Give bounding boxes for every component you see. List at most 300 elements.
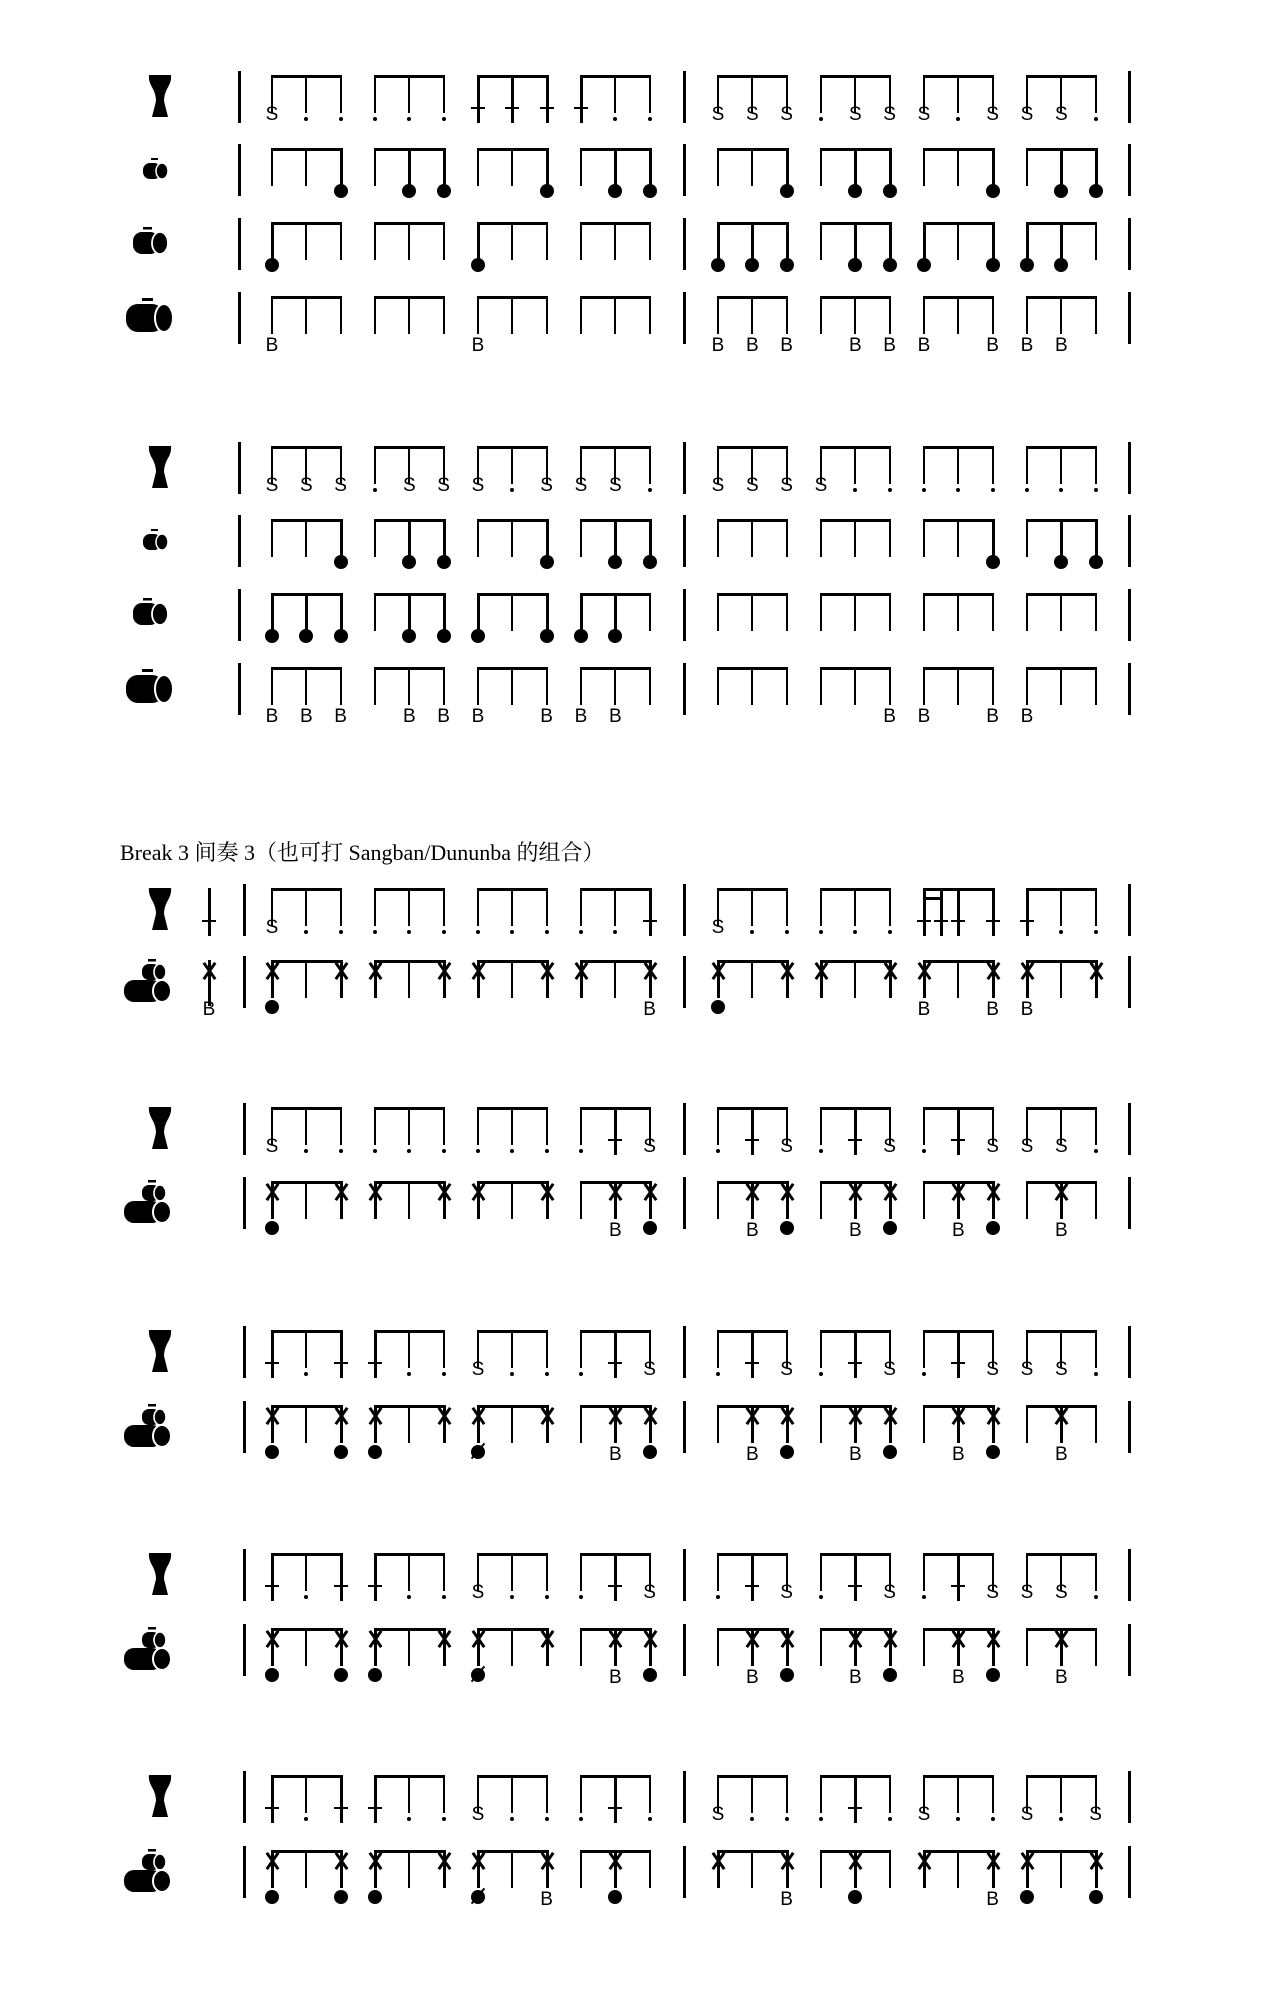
- open-stroke: [540, 184, 554, 198]
- stem: [649, 667, 651, 705]
- stem: [511, 296, 513, 334]
- open-stroke: [711, 1000, 725, 1014]
- stem: [580, 519, 582, 557]
- open-stroke: [883, 184, 897, 198]
- stem: [820, 1405, 822, 1443]
- bell-stem: [992, 1405, 995, 1443]
- stem: [1095, 222, 1097, 260]
- bass-note: B: [202, 999, 216, 1020]
- kenkeni-icon: [113, 517, 173, 568]
- note-stem: [854, 222, 857, 260]
- stem: [477, 1107, 479, 1145]
- barline: [683, 589, 686, 641]
- slap-note: S: [1054, 1359, 1068, 1380]
- bell-stem: [1060, 1405, 1063, 1443]
- bell-stem: [271, 1850, 274, 1888]
- rest-dot: [648, 488, 652, 492]
- bell-stem: [340, 960, 343, 998]
- stem: [511, 1181, 513, 1219]
- barline: [1128, 144, 1131, 196]
- djembe-icon: [127, 444, 187, 495]
- open-stroke: [334, 184, 348, 198]
- stem: [1060, 296, 1062, 334]
- stem: [271, 519, 273, 557]
- stem: [786, 888, 788, 926]
- stem: [751, 519, 753, 557]
- barline: [243, 1326, 246, 1378]
- stem: [820, 1628, 822, 1666]
- stem: [717, 593, 719, 631]
- stem: [374, 222, 376, 260]
- barline: [683, 1177, 686, 1229]
- note-stem: [477, 222, 480, 260]
- stem: [305, 1775, 307, 1813]
- slap-note: S: [711, 917, 725, 938]
- open-stroke: [917, 258, 931, 272]
- bell-stem: [614, 1628, 617, 1666]
- bell-stem: [751, 1405, 754, 1443]
- tone-stem: [957, 1553, 960, 1601]
- open-stroke: [1054, 184, 1068, 198]
- open-stroke: [265, 258, 279, 272]
- rest-dot: [373, 930, 377, 934]
- bell-stem: [923, 960, 926, 998]
- barline: [1128, 1846, 1131, 1898]
- stem: [374, 296, 376, 334]
- stem: [820, 1553, 822, 1591]
- open-stroke: [986, 184, 1000, 198]
- barline: [683, 1771, 686, 1823]
- note-stem: [408, 148, 411, 186]
- tone-stem: [374, 1553, 377, 1601]
- bell-stem: [580, 960, 583, 998]
- stem: [580, 148, 582, 186]
- tone-stem: [957, 1107, 960, 1155]
- rest-dot: [819, 1149, 823, 1153]
- rest-dot: [853, 930, 857, 934]
- rest-dot: [785, 930, 789, 934]
- slap-note: S: [299, 475, 313, 496]
- stem: [957, 593, 959, 631]
- tone-stem: [208, 888, 211, 936]
- bass-note: B: [917, 706, 931, 727]
- stem: [374, 593, 376, 631]
- rest-dot: [888, 1817, 892, 1821]
- rest-dot: [579, 1372, 583, 1376]
- tone-stem: [649, 888, 652, 936]
- slap-note: S: [711, 104, 725, 125]
- note-stem: [786, 148, 789, 186]
- rest-dot: [510, 1817, 514, 1821]
- open-stroke: [471, 258, 485, 272]
- notation-row-djembe: [0, 75, 1272, 135]
- bass-note: B: [1054, 1220, 1068, 1241]
- stem: [511, 1107, 513, 1145]
- rest-dot: [785, 1817, 789, 1821]
- open-stroke: [986, 258, 1000, 272]
- slap-note: S: [1020, 1136, 1034, 1157]
- stem: [820, 1330, 822, 1368]
- bass-note: B: [265, 706, 279, 727]
- stem: [1095, 667, 1097, 705]
- stem: [854, 296, 856, 334]
- rest-dot: [750, 930, 754, 934]
- stem: [889, 888, 891, 926]
- tone-stem: [374, 1775, 377, 1823]
- bell-stem: [889, 960, 892, 998]
- barline: [238, 144, 241, 196]
- bell-stem: [786, 1405, 789, 1443]
- bell-stem: [889, 1628, 892, 1666]
- stem: [408, 667, 410, 705]
- slap-note: S: [780, 475, 793, 496]
- tone-note: [917, 920, 931, 922]
- stem: [580, 1405, 582, 1443]
- slap-note: S: [1089, 1804, 1102, 1825]
- rest-dot: [339, 117, 343, 121]
- bell-stem: [1060, 1628, 1063, 1666]
- bell-stem: [546, 1181, 549, 1219]
- stem: [614, 888, 616, 926]
- open-stroke: [1054, 258, 1068, 272]
- stem: [717, 148, 719, 186]
- stem: [271, 296, 273, 334]
- slap-note: S: [1020, 1804, 1034, 1825]
- stem: [408, 1330, 410, 1368]
- stem: [374, 1107, 376, 1145]
- bell-stem: [374, 1628, 377, 1666]
- stem: [820, 667, 822, 705]
- stem: [751, 296, 753, 334]
- open-stroke: [299, 629, 313, 643]
- barline: [238, 663, 241, 715]
- note-stem: [271, 593, 274, 631]
- barline: [238, 442, 241, 494]
- stem: [751, 888, 753, 926]
- slap-note: S: [643, 1582, 656, 1603]
- djembe-icon: [127, 1551, 187, 1602]
- stem: [477, 519, 479, 557]
- open-stroke: [711, 258, 725, 272]
- stem: [957, 960, 959, 998]
- bell-stem: [957, 1181, 960, 1219]
- open-stroke: [368, 1668, 382, 1682]
- dunun-set-icon: [118, 1401, 178, 1456]
- rest-dot: [716, 1372, 720, 1376]
- rest-dot: [819, 117, 823, 121]
- tone-stem: [614, 1553, 617, 1601]
- barline: [683, 442, 686, 494]
- slap-note: S: [265, 1136, 279, 1157]
- open-stroke: [334, 555, 348, 569]
- stem: [717, 519, 719, 557]
- slap-note: S: [1020, 104, 1034, 125]
- stem: [786, 667, 788, 705]
- rest-dot: [1094, 117, 1098, 121]
- slap-note: S: [848, 104, 862, 125]
- stem: [511, 1553, 513, 1591]
- stem: [649, 222, 651, 260]
- rest-dot: [888, 488, 892, 492]
- stem: [580, 1553, 582, 1591]
- stem: [511, 1775, 513, 1813]
- stem: [408, 1181, 410, 1219]
- slap-note: S: [917, 104, 931, 125]
- rest-dot: [304, 117, 308, 121]
- stem: [340, 296, 342, 334]
- stem: [546, 888, 548, 926]
- stem: [1095, 1628, 1097, 1666]
- stem: [443, 667, 445, 705]
- stem: [786, 1775, 788, 1813]
- barline: [1128, 1624, 1131, 1676]
- barline: [1128, 663, 1131, 715]
- stem: [957, 222, 959, 260]
- open-stroke: [265, 629, 279, 643]
- stem: [717, 667, 719, 705]
- rest-dot: [922, 488, 926, 492]
- stem: [511, 148, 513, 186]
- rest-dot: [407, 1372, 411, 1376]
- rest-dot: [716, 1595, 720, 1599]
- bass-note: B: [780, 335, 793, 356]
- slap-note: S: [986, 104, 999, 125]
- bass-note: B: [334, 706, 347, 727]
- open-stroke: [780, 1668, 794, 1682]
- stem: [305, 519, 307, 557]
- stem: [1095, 1405, 1097, 1443]
- slap-note: S: [883, 1136, 896, 1157]
- open-stroke: [574, 629, 588, 643]
- bell-stem: [443, 1181, 446, 1219]
- bass-note: B: [574, 706, 588, 727]
- slap-note: S: [265, 104, 279, 125]
- stem: [443, 75, 445, 113]
- notation-row-dunun-set: [0, 1181, 1272, 1241]
- note-stem: [854, 148, 857, 186]
- slap-note: S: [1020, 1359, 1034, 1380]
- rest-dot: [510, 488, 514, 492]
- stem: [546, 1107, 548, 1145]
- bass-note: B: [437, 706, 450, 727]
- notation-row-dunun-set: [0, 960, 1272, 1020]
- stem: [305, 222, 307, 260]
- stem: [1026, 667, 1028, 705]
- open-stroke: [608, 184, 622, 198]
- stem: [1095, 75, 1097, 113]
- bell-stem: [649, 1405, 652, 1443]
- barline: [243, 1549, 246, 1601]
- note-stem: [1095, 519, 1098, 557]
- tone-stem: [614, 1330, 617, 1378]
- barline: [683, 144, 686, 196]
- slap-note: S: [917, 1804, 931, 1825]
- barline: [1128, 218, 1131, 270]
- rest-dot: [442, 1149, 446, 1153]
- note-stem: [1026, 222, 1029, 260]
- bell-stem: [546, 1850, 549, 1888]
- open-stroke: [402, 184, 416, 198]
- stem: [305, 1405, 307, 1443]
- stem: [408, 960, 410, 998]
- note-stem: [546, 593, 549, 631]
- stem: [1095, 296, 1097, 334]
- tone-stem: [940, 888, 943, 936]
- bass-note: B: [745, 1667, 759, 1688]
- stem: [786, 593, 788, 631]
- bell-stem: [340, 1181, 343, 1219]
- open-stroke: [471, 629, 485, 643]
- rest-dot: [648, 117, 652, 121]
- stem: [717, 296, 719, 334]
- stem: [443, 888, 445, 926]
- bell-stem: [786, 960, 789, 998]
- bass-note: B: [1020, 706, 1034, 727]
- stem: [649, 446, 651, 484]
- bell-stem: [546, 1628, 549, 1666]
- tone-stem: [751, 1107, 754, 1155]
- dunun-set-icon: [118, 1177, 178, 1232]
- stem: [717, 1107, 719, 1145]
- barline: [243, 1624, 246, 1676]
- bell-stem: [374, 960, 377, 998]
- rest-dot: [442, 930, 446, 934]
- bell-stem: [751, 1181, 754, 1219]
- tone-stem: [340, 1553, 343, 1601]
- stem: [1026, 446, 1028, 484]
- barline: [683, 884, 686, 936]
- stem: [923, 296, 925, 334]
- rest-dot: [407, 117, 411, 121]
- sangban-icon: [113, 220, 173, 271]
- stem: [957, 148, 959, 186]
- stem: [546, 296, 548, 334]
- rest-dot: [510, 930, 514, 934]
- bell-stem: [477, 1181, 480, 1219]
- rest-dot: [1094, 930, 1098, 934]
- stem: [374, 75, 376, 113]
- open-stroke: [1089, 184, 1103, 198]
- rest-dot: [922, 1372, 926, 1376]
- rest-dot: [716, 1149, 720, 1153]
- note-stem: [443, 519, 446, 557]
- sangban-icon: [113, 591, 173, 642]
- rest-dot: [922, 1595, 926, 1599]
- note-stem: [340, 593, 343, 631]
- stem: [820, 1850, 822, 1888]
- barline: [1128, 442, 1131, 494]
- note-stem: [408, 593, 411, 631]
- tone-stem: [992, 888, 995, 936]
- bass-note: B: [986, 706, 999, 727]
- bell-stem: [1026, 1850, 1029, 1888]
- tone-stem: [614, 1775, 617, 1823]
- stem: [408, 75, 410, 113]
- bass-note: B: [402, 706, 416, 727]
- tone-stem: [854, 1775, 857, 1823]
- stem: [580, 1107, 582, 1145]
- open-stroke: [780, 258, 794, 272]
- rest-dot: [476, 930, 480, 934]
- rest-dot: [407, 930, 411, 934]
- rest-dot: [442, 117, 446, 121]
- stem: [340, 888, 342, 926]
- stem: [992, 296, 994, 334]
- rest-dot: [956, 488, 960, 492]
- rest-dot: [1094, 488, 1098, 492]
- bell-stem: [820, 960, 823, 998]
- bell-stem: [992, 1850, 995, 1888]
- slap-note: S: [265, 475, 279, 496]
- stem: [923, 1405, 925, 1443]
- open-stroke: [643, 1668, 657, 1682]
- barline: [683, 1326, 686, 1378]
- notation-row-djembe: [0, 1553, 1272, 1613]
- stem: [614, 296, 616, 334]
- open-stroke: [848, 184, 862, 198]
- slap-note: S: [265, 917, 279, 938]
- slap-note: S: [780, 1136, 793, 1157]
- stem: [1095, 1181, 1097, 1219]
- barline: [238, 589, 241, 641]
- slap-note: S: [1020, 1582, 1034, 1603]
- bell-stem: [546, 960, 549, 998]
- rest-dot: [750, 1817, 754, 1821]
- stem: [820, 148, 822, 186]
- barline: [1128, 1771, 1131, 1823]
- bell-stem: [649, 1181, 652, 1219]
- stem: [957, 1775, 959, 1813]
- open-stroke: [540, 629, 554, 643]
- stem: [443, 1330, 445, 1368]
- stem: [751, 593, 753, 631]
- slap-note: S: [540, 475, 553, 496]
- rest-dot: [545, 930, 549, 934]
- bell-stem: [477, 1850, 480, 1888]
- bass-note: B: [299, 706, 313, 727]
- stem: [580, 1775, 582, 1813]
- stem: [1060, 593, 1062, 631]
- rest-dot: [1094, 1372, 1098, 1376]
- stem: [305, 667, 307, 705]
- rest-dot: [304, 1149, 308, 1153]
- barline: [243, 1103, 246, 1155]
- rest-dot: [442, 1817, 446, 1821]
- open-stroke: [1054, 555, 1068, 569]
- bell-stem: [992, 960, 995, 998]
- open-stroke: [643, 1221, 657, 1235]
- stem: [957, 296, 959, 334]
- stem: [546, 1775, 548, 1813]
- bell-stem: [374, 1405, 377, 1443]
- stem: [1095, 888, 1097, 926]
- stem: [477, 888, 479, 926]
- rest-dot: [545, 1149, 549, 1153]
- bass-note: B: [917, 335, 931, 356]
- bell-stem: [340, 1850, 343, 1888]
- stem: [923, 667, 925, 705]
- slap-note: S: [986, 1359, 999, 1380]
- stem: [305, 148, 307, 186]
- stem: [305, 1181, 307, 1219]
- notation-row-djembe: [0, 1107, 1272, 1167]
- rest-dot: [819, 1372, 823, 1376]
- tone-stem: [751, 1330, 754, 1378]
- stem: [992, 446, 994, 484]
- notation-row-djembe: [0, 446, 1272, 506]
- slap-note: S: [986, 1136, 999, 1157]
- stem: [854, 446, 856, 484]
